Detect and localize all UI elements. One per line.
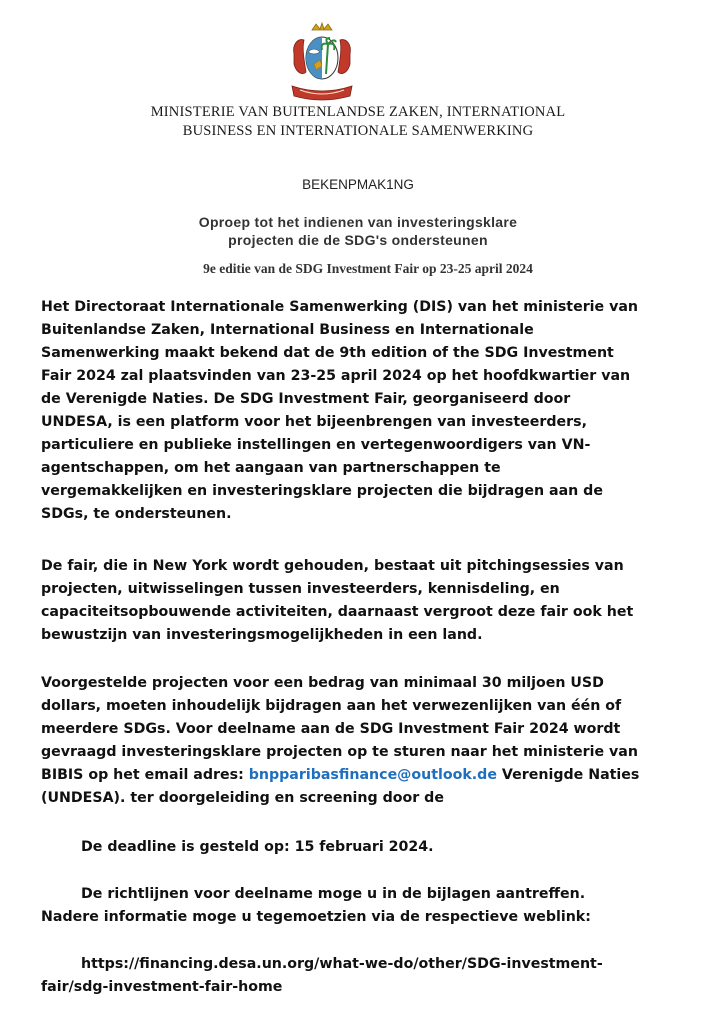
- weblink-line1[interactable]: https://financing.desa.un.org/what-we-do/other/SDG-investment-: [81, 956, 603, 972]
- email-prefix: BIBIS op het email adres:: [41, 767, 249, 783]
- suriname-coat-of-arms-icon: [286, 20, 358, 106]
- text-line-email: [41, 764, 691, 787]
- ministry-name-line2: BUSINESS EN INTERNATIONALE SAMENWERKING: [182, 123, 534, 139]
- email-suffix: Verenigde Naties: [496, 767, 640, 783]
- text-line: capaciteitsopbouwende activiteiten, daarnaast vergroot deze fair ook het: [41, 604, 634, 620]
- edition-subtitle: 9e editie van de SDG Investment Fair op 23-25 april 2024: [203, 261, 533, 276]
- guidelines-text: [41, 883, 691, 929]
- deadline-line: De deadline is gesteld op: 15 februari 2024.: [81, 839, 434, 855]
- text-line: bewustzijn van investeringsmogelijkheden in een land.: [41, 627, 483, 643]
- call-heading-line2: projecten die de SDG's ondersteunen: [228, 232, 488, 248]
- text-line: de Verenigde Naties. De SDG Investment Fair, georganiseerd door: [41, 391, 571, 407]
- notice-label: BEKENPMAK1NG: [302, 177, 414, 192]
- text-line: Buitenlandse Zaken, International Business en Internationale: [41, 322, 534, 338]
- email-link[interactable]: bnpparibasfinance@outlook.de: [248, 767, 497, 783]
- weblink[interactable]: [41, 953, 691, 999]
- text-line: UNDESA, is een platform voor het bijeenbrengen van investeerders,: [41, 414, 588, 430]
- text-line: (UNDESA). ter doorgeleiding en screening door de: [41, 790, 444, 806]
- text-line: Het Directoraat Internationale Samenwerking (DIS) van het ministerie van: [41, 299, 639, 315]
- text-line: dollars, moeten inhoudelijk bijdragen aan het verwezenlijken van één of: [41, 698, 622, 714]
- text-line: particuliere en publieke instellingen en vertegenwoordigers van VN-: [41, 437, 591, 453]
- guidelines-line2: Nadere informatie moge u tegemoetzien via de respectieve weblink:: [41, 909, 591, 925]
- paragraph-intro: [41, 296, 691, 526]
- deadline-text: [41, 836, 691, 859]
- paragraph-projects: [41, 672, 691, 810]
- text-line: Samenwerking maakt bekend dat de 9th edition of the SDG Investment: [41, 345, 614, 361]
- text-line: SDGs, te ondersteunen.: [41, 506, 232, 522]
- paragraph-fair: [41, 555, 691, 647]
- text-line: agentschappen, om het aangaan van partnerschappen te: [41, 460, 501, 476]
- guidelines-line1: De richtlijnen voor deelname moge u in de bijlagen aantreffen.: [81, 886, 586, 902]
- text-line: meerdere SDGs. Voor deelname aan de SDG Investment Fair 2024 wordt: [41, 721, 621, 737]
- text-line: projecten, uitwisselingen tussen investeerders, kennisdeling, en: [41, 581, 560, 597]
- text-line: Fair 2024 zal plaatsvinden van 23-25 april 2024 op het hoofdkwartier van: [41, 368, 631, 384]
- text-line: Voorgestelde projecten voor een bedrag van minimaal 30 miljoen USD: [41, 675, 604, 691]
- ministry-name-line1: MINISTERIE VAN BUITENLANDSE ZAKEN, INTERNATIONAL: [150, 104, 566, 120]
- text-line: vergemakkelijken en investeringsklare projecten die bijdragen aan de: [41, 483, 603, 499]
- weblink-line2[interactable]: fair/sdg-investment-fair-home: [41, 979, 283, 995]
- text-line: gevraagd investeringsklare projecten op te sturen naar het ministerie van: [41, 744, 638, 760]
- text-line: De fair, die in New York wordt gehouden, bestaat uit pitchingsessies van: [41, 558, 624, 574]
- call-heading-line1: Oproep tot het indienen van investeringsklare: [198, 214, 518, 230]
